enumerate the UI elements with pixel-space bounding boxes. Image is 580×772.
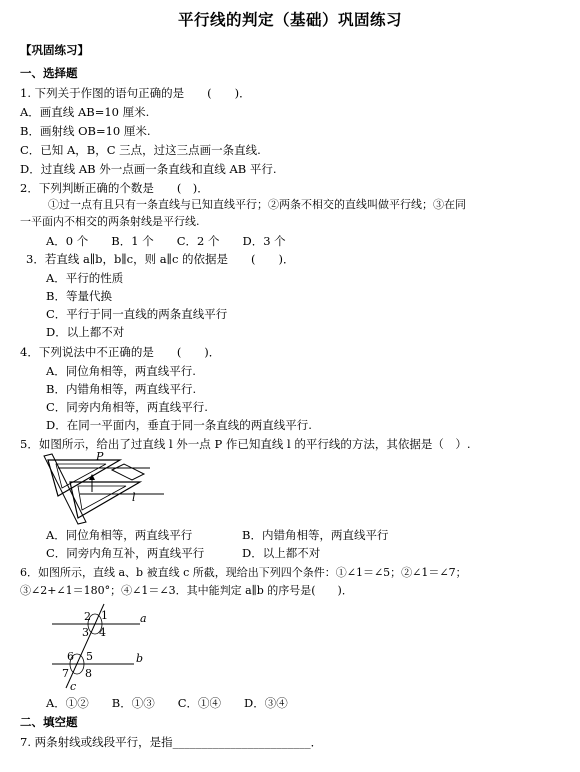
q2-statement-line2: 一平面内不相交的两条射线是平行线. [20, 215, 200, 228]
q6-label-4: 4 [99, 626, 106, 639]
q5-option-b: B．内错角相等，两直线平行 [242, 528, 389, 542]
q4-option-a: A．同位角相等，两直线平行. [46, 364, 196, 378]
q7-fill-blank: 7. 两条射线或线段平行，是指________________________． [20, 735, 323, 749]
q1-option-c: C．已知 A，B，C 三点，过这三点画一条直线. [20, 143, 261, 157]
q5-label-p: P [96, 450, 104, 463]
q3-stem: 3．若直线 a∥b，b∥c，则 a∥c 的依据是 ( )． [26, 252, 295, 266]
q5-option-c: C．同旁内角互补，两直线平行 [46, 546, 205, 560]
q4-option-b: B．内错角相等，两直线平行. [46, 382, 197, 396]
q2-options: A．0 个 B．1 个 C．2 个 D．3 个 [46, 234, 286, 248]
q3-option-d: D．以上都不对 [46, 325, 125, 339]
q6-label-7: 7 [62, 667, 69, 680]
q5-option-d: D．以上都不对 [242, 546, 321, 560]
q6-figure-transversal [48, 604, 160, 693]
q6-label-b: b [136, 652, 144, 665]
q3-option-b: B．等量代换 [46, 289, 112, 303]
part2-heading: 二、填空题 [20, 715, 78, 729]
q6-label-c: c [70, 680, 77, 693]
q4-option-c: C．同旁内角相等，两直线平行. [46, 400, 208, 414]
q1-stem: 1. 下列关于作图的语句正确的是 ( )． [20, 86, 251, 100]
q5-figure-set-square [40, 452, 190, 524]
q3-option-c: C．平行于同一直线的两条直线平行 [46, 307, 228, 321]
q6-options: A．①② B．①③ C．①④ D．③④ [46, 696, 288, 710]
q5-stem: 5．如图所示，给出了过直线 l 外一点 P 作已知直线 l 的平行线的方法，其依据是（ ）. [20, 437, 471, 451]
q2-stem: 2．下列判断正确的个数是 ( )． [20, 181, 209, 195]
section-tag: 【巩固练习】 [20, 43, 89, 57]
q6-stem-line1: 6．如图所示，直线 a、b 被直线 c 所截，现给出下列四个条件：①∠1＝∠5；②∠1＝∠7； [20, 566, 467, 579]
q6-stem-line2: ③∠2+∠1＝180°；④∠1＝∠3．其中能判定 a∥b 的序号是( )． [20, 584, 353, 597]
q4-option-d: D．在同一平面内，垂直于同一条直线的两直线平行. [46, 418, 312, 432]
q1-option-a: A．画直线 AB=10 厘米. [20, 105, 150, 119]
page-title: 平行线的判定（基础）巩固练习 [177, 10, 402, 29]
q5-label-l: l [132, 491, 136, 504]
q6-label-8: 8 [85, 667, 92, 680]
q2-statement-line1: ①过一点有且只有一条直线与已知直线平行；②两条不相交的直线叫做平行线；③在同 [48, 198, 466, 211]
q6-label-a: a [140, 612, 147, 625]
q6-label-5: 5 [86, 650, 93, 663]
q6-label-3: 3 [82, 626, 89, 639]
q6-label-6: 6 [67, 650, 74, 663]
q1-option-b: B．画射线 OB=10 厘米. [20, 124, 151, 138]
q1-option-d: D．过直线 AB 外一点画一条直线和直线 AB 平行. [20, 162, 277, 176]
q3-option-a: A．平行的性质 [46, 271, 124, 285]
q6-label-1: 1 [101, 609, 108, 622]
q5-option-a: A．同位角相等，两直线平行 [46, 528, 193, 542]
q4-stem: 4．下列说法中不正确的是 ( )． [20, 345, 221, 359]
q6-label-2: 2 [84, 610, 91, 623]
part1-heading: 一、选择题 [20, 66, 78, 80]
